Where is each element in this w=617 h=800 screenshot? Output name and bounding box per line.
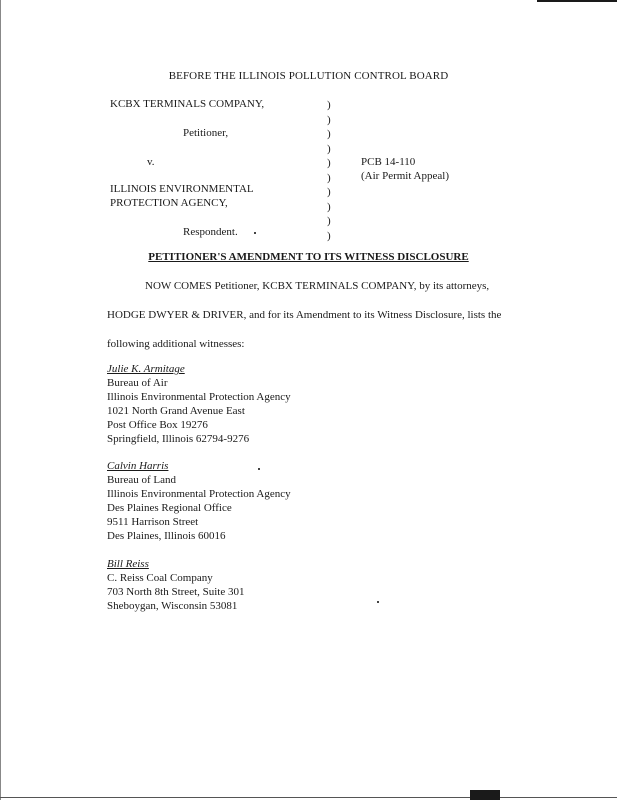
board-header: BEFORE THE ILLINOIS POLLUTION CONTROL BOARD xyxy=(168,70,449,82)
witness-address-line: Sheboygan, Wisconsin 53081 xyxy=(107,600,238,612)
witness-address-line: 9511 Harrison Street xyxy=(107,516,199,528)
witness-address-line: Illinois Environmental Protection Agency xyxy=(107,488,291,500)
paren-mark: ) xyxy=(327,113,331,126)
scan-mark-top xyxy=(537,0,617,2)
scan-speck xyxy=(254,232,256,234)
scan-speck xyxy=(258,468,260,470)
paren-mark: ) xyxy=(327,142,331,155)
respondent-line2: PROTECTION AGENCY, xyxy=(110,197,228,209)
petitioner-role: Petitioner, xyxy=(183,127,229,139)
witness-block xyxy=(107,459,291,543)
caption-parentheses xyxy=(327,98,331,243)
paren-mark: ) xyxy=(327,200,331,213)
paren-mark: ) xyxy=(327,99,331,111)
witness-address-line: 703 North 8th Street, Suite 301 xyxy=(107,586,245,598)
witness-address-line: Des Plaines Regional Office xyxy=(107,502,232,514)
witness-address-line: Des Plaines, Illinois 60016 xyxy=(107,530,226,542)
respondent-role: Respondent. xyxy=(183,226,238,238)
document-title: PETITIONER'S AMENDMENT TO ITS WITNESS DISCLOSURE xyxy=(148,251,469,263)
witness-address-line: Springfield, Illinois 62794-9276 xyxy=(107,433,250,445)
witness-name: Julie K. Armitage xyxy=(107,363,185,375)
scan-edge-bottom xyxy=(0,797,617,798)
body-line-2: HODGE DWYER & DRIVER, and for its Amendment to its Witness Disclosure, lists the xyxy=(107,309,502,321)
paren-mark: ) xyxy=(327,215,331,227)
witness-name: Bill Reiss xyxy=(107,558,149,570)
witness-address-line: Bureau of Air xyxy=(107,377,168,389)
witness-block xyxy=(107,362,291,446)
witness-address-line: C. Reiss Coal Company xyxy=(107,572,213,584)
paren-mark: ) xyxy=(327,157,331,169)
paren-mark: ) xyxy=(327,229,331,242)
scan-mark-bottom xyxy=(470,790,500,800)
case-type: (Air Permit Appeal) xyxy=(361,170,449,182)
witness-address-line: Post Office Box 19276 xyxy=(107,419,208,431)
witness-address-line: Bureau of Land xyxy=(107,474,177,486)
paren-mark: ) xyxy=(327,171,331,184)
versus: v. xyxy=(147,156,155,168)
scan-edge-left xyxy=(0,0,1,800)
petitioner-name: KCBX TERMINALS COMPANY, xyxy=(110,98,265,110)
paren-mark: ) xyxy=(327,128,331,140)
witness-name: Calvin Harris xyxy=(107,460,169,472)
respondent-line1: ILLINOIS ENVIRONMENTAL xyxy=(110,183,254,195)
scan-speck xyxy=(377,601,379,603)
witness-address-line: Illinois Environmental Protection Agency xyxy=(107,391,291,403)
witness-address-line: 1021 North Grand Avenue East xyxy=(107,405,245,417)
paren-mark: ) xyxy=(327,186,331,198)
body-line-1: NOW COMES Petitioner, KCBX TERMINALS COMPANY, by its attorneys, xyxy=(145,280,490,292)
witness-block xyxy=(107,557,245,613)
body-line-3: following additional witnesses: xyxy=(107,338,245,350)
case-number: PCB 14-110 xyxy=(361,156,416,168)
